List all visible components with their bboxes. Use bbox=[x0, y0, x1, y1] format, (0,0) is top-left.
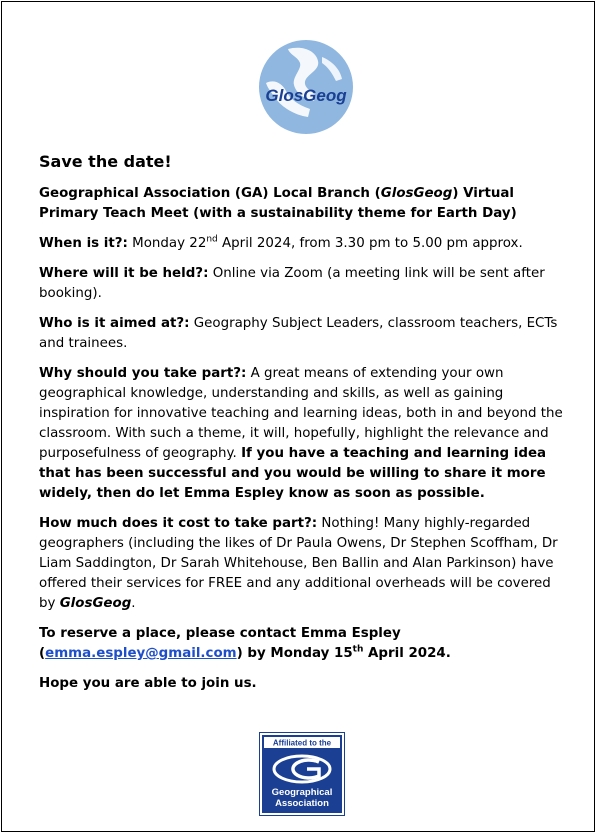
where-paragraph bbox=[39, 264, 569, 304]
cost-paragraph bbox=[39, 514, 569, 614]
reserve-post-end: April 2024. bbox=[363, 646, 451, 661]
why-paragraph bbox=[39, 364, 569, 504]
reserve-paragraph bbox=[39, 624, 569, 664]
why-text: A great means of extending your own geographical knowledge, understanding and skills, as well as gaining inspiration for innovative teaching and learning ideas, both in and beyond the classroom. With such a theme, it will, hopefully, highlight the relevance and purposefulness of geography. bbox=[39, 366, 563, 461]
when-text-pre: Monday 22 bbox=[127, 236, 207, 251]
geographical-association-logo bbox=[259, 732, 345, 816]
who-paragraph bbox=[39, 314, 569, 354]
where-text: Online via Zoom (a meeting link will be sent after booking). bbox=[39, 266, 545, 301]
email-link[interactable]: emma.espley@gmail.com bbox=[45, 646, 237, 661]
ga-logo-line2: Geographical bbox=[271, 787, 333, 798]
document-body bbox=[39, 152, 569, 704]
cost-em: GlosGeog bbox=[59, 596, 132, 611]
event-name-pre: Geographical Association (GA) Local Branch ( bbox=[39, 186, 381, 201]
where-label: Where will it be held?: bbox=[39, 266, 209, 281]
who-label: Who is it aimed at?: bbox=[39, 316, 190, 331]
cost-label: How much does it cost to take part?: bbox=[39, 516, 318, 531]
event-title bbox=[39, 184, 569, 224]
reserve-post-pre: ) by Monday 15 bbox=[236, 646, 353, 661]
event-name-em: GlosGeog bbox=[380, 186, 453, 201]
document-page bbox=[1, 1, 595, 832]
page-title: Save the date! bbox=[39, 152, 172, 171]
ga-logo-line1: Affiliated to the bbox=[272, 738, 332, 748]
reserve-pre: To reserve a place, please contact Emma Espley ( bbox=[39, 626, 401, 661]
reserve-sup: th bbox=[352, 644, 364, 655]
who-text: Geography Subject Leaders, classroom teachers, ECTs and trainees. bbox=[39, 316, 558, 351]
when-label: When is it?: bbox=[39, 236, 128, 251]
closing-line: Hope you are able to join us. bbox=[39, 676, 257, 691]
why-label: Why should you take part?: bbox=[39, 366, 247, 381]
glosgeog-logo bbox=[258, 39, 354, 135]
when-text-post: April 2024, from 3.30 pm to 5.00 pm approx. bbox=[217, 236, 523, 251]
when-sup: nd bbox=[206, 234, 218, 245]
event-name-post: ) Virtual Primary Teach Meet (with a sustainability theme for Earth Day) bbox=[39, 186, 517, 221]
why-bold-text: If you have a teaching and learning idea that has been successful and you would be willing to share it more widely, then do let Emma Espley know as soon as possible. bbox=[39, 446, 547, 501]
logo-text: GlosGeog bbox=[265, 86, 347, 105]
when-paragraph bbox=[39, 234, 569, 254]
cost-end: . bbox=[131, 596, 136, 611]
ga-logo-line3: Association bbox=[275, 798, 329, 809]
cost-text: Nothing! Many highly-regarded geographers (including the likes of Dr Paula Owens, Dr Stephen Scoffham, Dr Liam Saddington, Dr Sarah Whitehouse, Ben Ballin and Alan Parkinson) have offered their services for FREE and any additional overheads will be covered by bbox=[39, 516, 558, 611]
